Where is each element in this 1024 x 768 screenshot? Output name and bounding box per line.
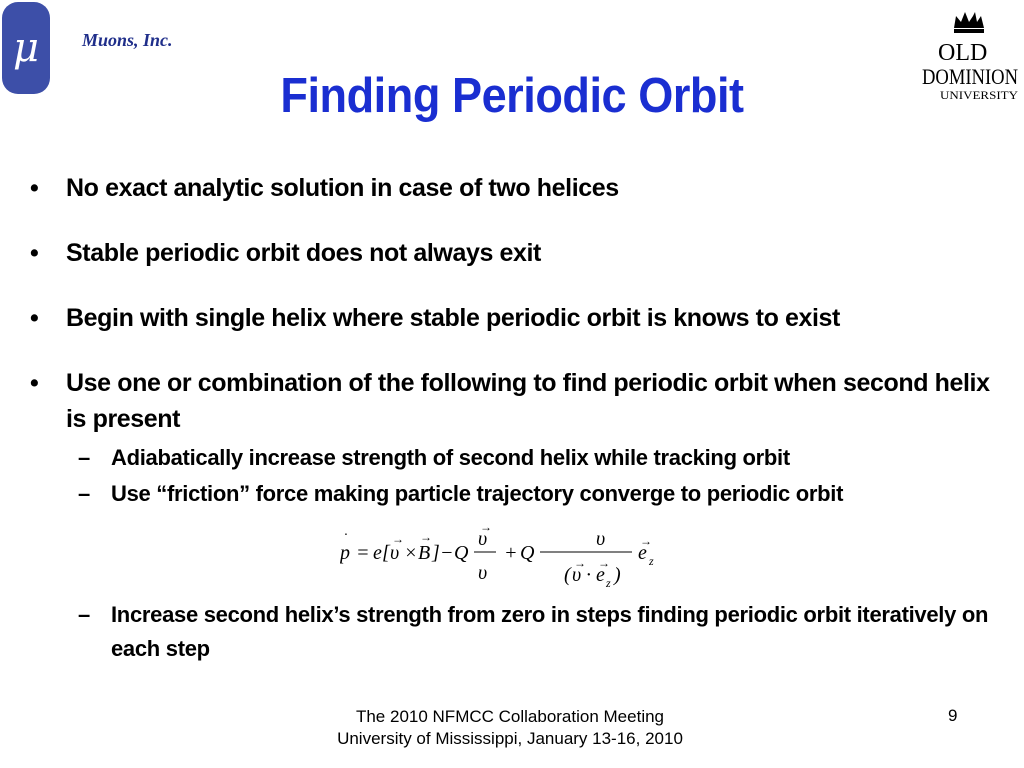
svg-text:): ) xyxy=(614,564,621,586)
dash-glyph: – xyxy=(78,602,90,627)
svg-text:e: e xyxy=(638,542,647,564)
university-logo-line2: DOMINION xyxy=(922,64,1019,89)
svg-text:×: × xyxy=(404,542,418,564)
svg-text:z: z xyxy=(649,554,654,568)
svg-text:(: ( xyxy=(564,564,571,586)
bullet-text: Stable periodic orbit does not always exit xyxy=(66,239,541,267)
dash-glyph: – xyxy=(78,481,90,506)
logo-symbol: μ xyxy=(13,25,39,71)
svg-text:p: p xyxy=(340,542,350,564)
svg-text:→: → xyxy=(598,556,610,570)
svg-text:→: → xyxy=(480,525,492,534)
university-logo-line3: UNIVERSITY xyxy=(940,88,1019,102)
bullet-item xyxy=(30,300,1010,336)
sub-bullet-item xyxy=(30,477,1010,511)
bullet-glyph: • xyxy=(30,369,39,397)
svg-text:υ: υ xyxy=(478,528,488,550)
sub-bullet-item xyxy=(30,598,990,666)
bullet-list-continued xyxy=(30,596,990,666)
svg-text:υ: υ xyxy=(596,528,606,550)
friction-formula xyxy=(340,525,670,593)
svg-text:υ: υ xyxy=(478,562,488,584)
svg-text:υ: υ xyxy=(390,542,400,564)
footer-line1: The 2010 NFMCC Collaboration Meeting xyxy=(355,707,665,726)
crown-icon xyxy=(954,12,984,28)
dash-glyph: – xyxy=(78,445,90,470)
company-name: Muons, Inc. xyxy=(82,30,173,50)
slide-title: Finding Periodic Orbit xyxy=(280,69,744,123)
sub-bullet-text: Use “friction” force making particle trajectory converge to periodic orbit xyxy=(111,481,844,506)
page-number: 9 xyxy=(948,706,958,725)
sub-bullet-text: Adiabatically increase strength of second helix while tracking orbit xyxy=(111,445,790,470)
bullet-glyph: • xyxy=(30,174,39,202)
svg-text:→: → xyxy=(574,556,586,570)
university-logo-line1: OLD xyxy=(938,40,988,66)
footer-text xyxy=(260,706,760,750)
svg-text:−: − xyxy=(440,542,454,564)
svg-text:Q: Q xyxy=(520,542,535,564)
svg-text:]: ] xyxy=(432,542,440,564)
bullet-item xyxy=(30,235,1010,271)
svg-text:+: + xyxy=(504,542,518,564)
svg-text:Q: Q xyxy=(454,542,469,564)
footer-line2: University of Mississippi, January 13-16, 2010 xyxy=(337,729,683,748)
svg-text:B: B xyxy=(418,542,431,564)
svg-text:→: → xyxy=(640,534,652,548)
svg-text:→: → xyxy=(420,530,432,544)
svg-text:[: [ xyxy=(382,542,390,564)
bullet-text: Begin with single helix where stable periodic orbit is knows to exist xyxy=(66,304,840,332)
svg-text:=: = xyxy=(356,542,370,564)
svg-text:·: · xyxy=(344,528,348,543)
svg-text:·: · xyxy=(586,564,591,586)
bullet-glyph: • xyxy=(30,239,39,267)
sub-bullet-text: Increase second helix’s strength from zero in steps finding periodic orbit iteratively on each step xyxy=(111,602,989,661)
bullet-glyph: • xyxy=(30,304,39,332)
bullet-item xyxy=(30,365,1010,437)
svg-text:e: e xyxy=(596,564,605,586)
svg-text:z: z xyxy=(606,576,611,590)
bullet-item xyxy=(30,170,1010,206)
svg-text:→: → xyxy=(392,532,404,546)
bullet-list xyxy=(30,170,1010,511)
bullet-text: Use one or combination of the following to find periodic orbit when second helix is present xyxy=(66,369,990,433)
sub-bullet-item xyxy=(30,441,1010,475)
bullet-text: No exact analytic solution in case of two helices xyxy=(66,174,619,202)
svg-text:e: e xyxy=(373,542,382,564)
svg-text:υ: υ xyxy=(572,564,582,586)
